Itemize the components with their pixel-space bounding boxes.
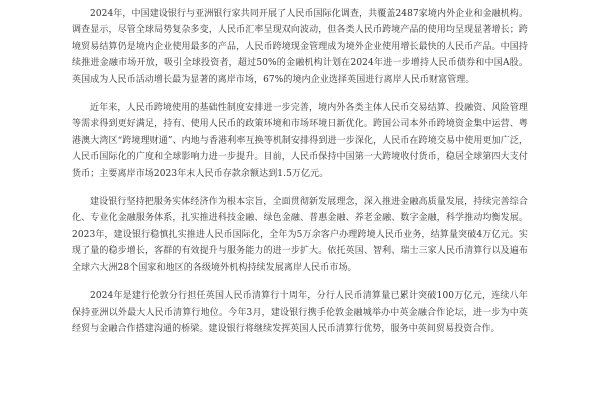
- paragraph-london-clearing: 2024年是建行伦敦分行担任英国人民币清算行十周年，分行人民币清算量已累计突破100万亿元，连续八年保持亚洲以外最大人民币清算行地位。今年3月，建设银行携手伦敦金融城举办中英金融合作论坛，进一步为中英经贸与金融合作搭建沟通的桥梁。建设银行将继续发挥英国人民币清算行优势，服务中英间贸易投资合作。: [72, 291, 528, 334]
- paragraph-ccb-services: 建设银行坚持把服务实体经济作为根本宗旨，全面贯彻新发展理念，深入推进金融高质量发展，持续完善综合化、专业化金融服务体系，扎实推进科技金融、绿色金融、普惠金融、养老金融、数字金融，科学推动均衡发展。2023年，建设银行稳慎扎实推进人民币国际化，全年为5万余客户办理跨境人民币业务，结算量突破4万亿元。实现了量的稳步增长，客群的有效提升与服务能力的进一步扩大。依托英国、智利、瑞士三家人民币清算行以及遍布全球六大洲28个国家和地区的各级境外机构持续发展离岸人民币市场。: [72, 197, 528, 273]
- paragraph-survey: 2024年，中国建设银行与亚洲银行家共同开展了人民币国际化调查，共覆盖2487家境内外企业和金融机构。调查显示，尽管全球局势复杂多变，人民币汇率呈现双向波动，但各类人民币跨境产品的使用均呈现显著增长；跨境贸易结算仍是境内企业使用最多的产品，人民币跨境现金管理成为境外企业使用增长最快的人民币产品。中国持续推进金融市场开放，吸引全球投资者，超过50%的金融机构计划在2024年进一步增持人民币债券和中国A股。英国成为人民币活动增长最为显著的离岸市场，67%的境内企业选择英国进行离岸人民币财富管理。: [72, 9, 528, 85]
- paragraph-cross-border-usage: 近年来，人民币跨境使用的基础性制度安排进一步完善，境内外各类主体人民币交易结算、投融资、风险管理等需求得到更好满足，持有、使用人民币的政策环境和市场环境日新优化。跨国公司本外币跨境资金集中运营、粤港澳大湾区“跨境理财通”、内地与香港利率互换等机制安排得到进一步深化，人民币在跨境交易中使用更加广泛，人民币国际化的广度和全球影响力进一步提升。目前，人民币保持中国第一大跨境收付货币，稳居全球第四大支付货币；主要离岸市场2023年末人民币存款余额达到1.5万亿元。: [72, 103, 528, 179]
